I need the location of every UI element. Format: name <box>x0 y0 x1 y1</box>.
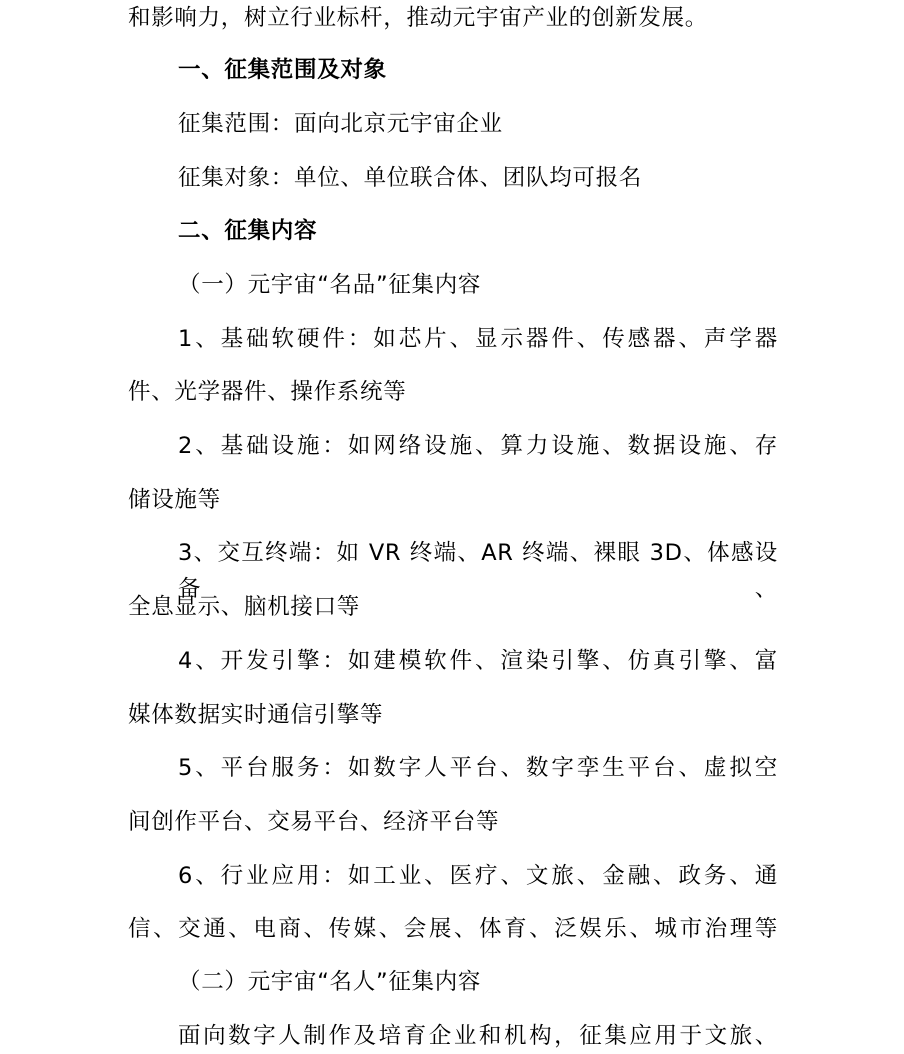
list-item-line: 全息显示、脑机接口等 <box>128 594 361 620</box>
paragraph-line: 面向数字人制作及培育企业和机构，征集应用于文旅、 <box>178 1023 778 1049</box>
list-item-line: 2、基础设施：如网络设施、算力设施、数据设施、存 <box>178 433 778 459</box>
list-item-line: 3、交互终端：如 VR 终端、AR 终端、裸眼 3D、体感设备、 <box>178 540 778 602</box>
paragraph-line: 征集对象：单位、单位联合体、团队均可报名 <box>178 165 643 191</box>
list-item-line: 储设施等 <box>128 487 221 513</box>
list-item-line: 媒体数据实时通信引擎等 <box>128 702 384 728</box>
list-item-line: 6、行业应用：如工业、医疗、文旅、金融、政务、通 <box>178 863 778 889</box>
list-item-line: 间创作平台、交易平台、经济平台等 <box>128 809 500 835</box>
list-item-line: 4、开发引擎：如建模软件、渲染引擎、仿真引擎、富 <box>178 648 778 674</box>
paragraph-line: 和影响力，树立行业标杆，推动元宇宙产业的创新发展。 <box>128 5 709 31</box>
section-heading-content: 二、征集内容 <box>178 218 318 244</box>
list-item-line: 1、基础软硬件：如芯片、显示器件、传感器、声学器 <box>178 326 778 352</box>
section-heading-scope: 一、征集范围及对象 <box>178 57 387 83</box>
subsection-heading-people: （二）元宇宙“名人”征集内容 <box>178 969 482 995</box>
paragraph-line: 征集范围：面向北京元宇宙企业 <box>178 111 503 137</box>
subsection-heading-products: （一）元宇宙“名品”征集内容 <box>178 272 482 298</box>
list-item-line: 信、交通、电商、传媒、会展、体育、泛娱乐、城市治理等 <box>128 916 778 942</box>
list-item-line: 件、光学器件、操作系统等 <box>128 379 407 405</box>
list-item-line: 5、平台服务：如数字人平台、数字孪生平台、虚拟空 <box>178 755 778 781</box>
